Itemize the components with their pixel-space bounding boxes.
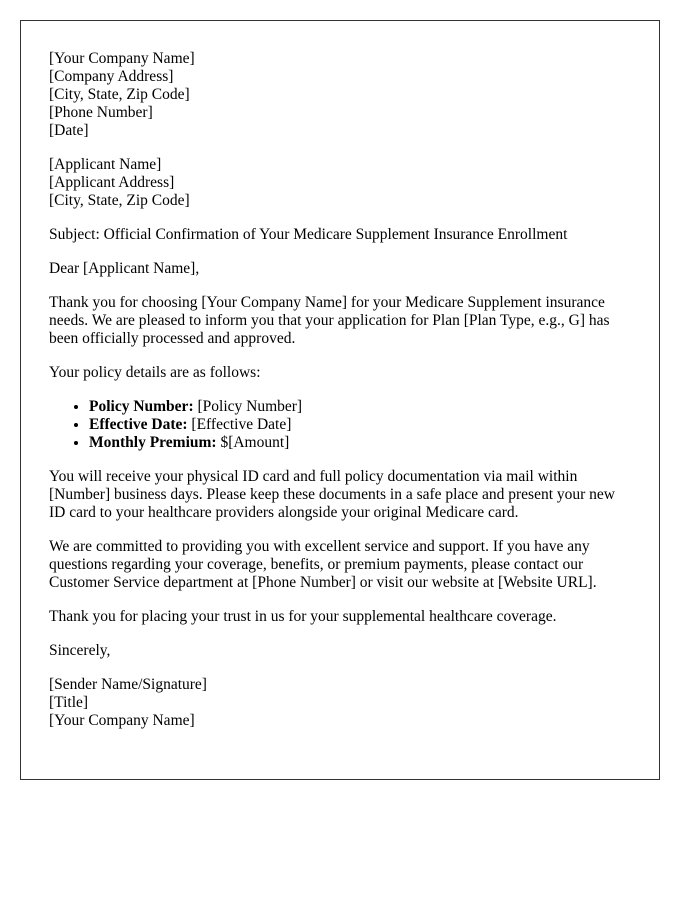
signature-name: [Sender Name/Signature] (49, 676, 207, 693)
monthly-premium-label: Monthly Premium: (89, 434, 217, 451)
intro-paragraph: Thank you for choosing [Your Company Name] for your Medicare Supplement insurance needs. We are pleased to inform you that your application for Plan [Plan Type, e.g., G] has been officially processed and approved. (49, 294, 610, 347)
signature-company: [Your Company Name] (49, 712, 195, 729)
id-card-paragraph: You will receive your physical ID card and full policy documentation via mail within [Number] business days. Please keep these documents in a safe place and present your new ID card to your healthcare providers alongside your original Medicare card. (49, 468, 615, 521)
recipient-city-state-zip: [City, State, Zip Code] (49, 192, 190, 209)
recipient-block (49, 156, 631, 210)
list-item (89, 434, 631, 452)
sender-phone: [Phone Number] (49, 104, 153, 121)
closing: Sincerely, (49, 642, 111, 659)
subject-line: Subject: Official Confirmation of Your Medicare Supplement Insurance Enrollment (49, 226, 568, 243)
recipient-address: [Applicant Address] (49, 174, 175, 191)
letter-date: [Date] (49, 122, 89, 139)
sender-city-state-zip: [City, State, Zip Code] (49, 86, 190, 103)
thanks-paragraph: Thank you for placing your trust in us for your supplemental healthcare coverage. (49, 608, 557, 625)
effective-date-value: [Effective Date] (187, 416, 292, 433)
support-paragraph: We are committed to providing you with excellent service and support. If you have any questions regarding your coverage, benefits, or premium payments, please contact our Customer Service department at [Phone Number] or visit our website at [Website URL]. (49, 538, 597, 591)
monthly-premium-value: $[Amount] (216, 434, 290, 451)
sender-company-name: [Your Company Name] (49, 50, 195, 67)
list-item (89, 398, 631, 416)
policy-details-list (49, 398, 631, 452)
recipient-name: [Applicant Name] (49, 156, 162, 173)
letter-frame (20, 20, 660, 780)
details-lead-paragraph: Your policy details are as follows: (49, 364, 261, 381)
policy-number-label: Policy Number: (89, 398, 194, 415)
policy-number-value: [Policy Number] (193, 398, 303, 415)
signature-title: [Title] (49, 694, 89, 711)
salutation: Dear [Applicant Name], (49, 260, 200, 277)
signature-block (49, 676, 631, 730)
effective-date-label: Effective Date: (89, 416, 188, 433)
sender-company-address: [Company Address] (49, 68, 174, 85)
sender-block (49, 50, 631, 140)
list-item (89, 416, 631, 434)
